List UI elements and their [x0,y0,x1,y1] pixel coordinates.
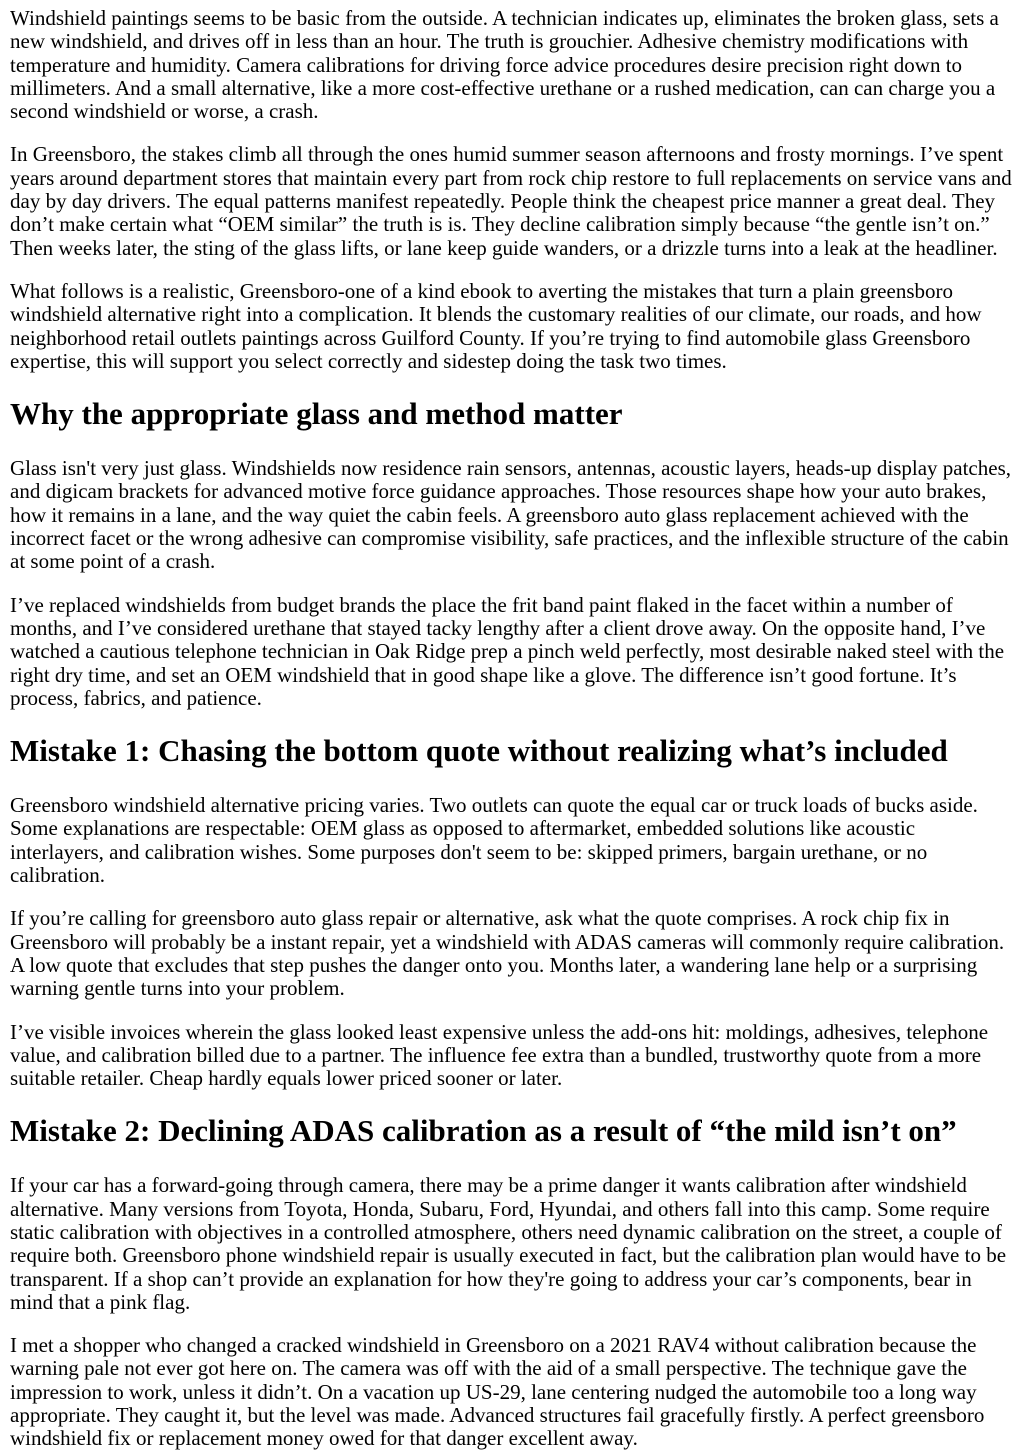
section-heading-mistake-1: Mistake 1: Chasing the bottom quote without realizing what’s included [10,733,948,769]
paragraph-intro-basics: Windshield paintings seems to be basic from the outside. A technician indicates up, eliminates the broken glass, sets a new windshield, and drives off in less than an hour. The truth is grouchier. Adhesive chemistry modifications with temperature and humidity. Camera calibrations for driving force advice procedures desire precision right down to millimeters. And a small alternative, like a more cost-effective urethane or a rushed medication, can can charge you a second windshield or worse, a crash. [10,6,999,124]
paragraph-greensboro-stakes: In Greensboro, the stakes climb all through the ones humid summer season afternoons and frosty mornings. I’ve spent years around department stores that maintain every part from rock chip restore to full replacements on service vans and day by day drivers. The equal patterns manifest repeatedly. People think the cheapest price manner a great deal. They don’t make certain what “OEM similar” the truth is is. They decline calibration simply because “the gentle isn’t on.” Then weeks later, the sting of the glass lifts, or lane keep guide wanders, or a drizzle turns into a leak at the headliner. [10,142,1012,260]
paragraph-ask-quote: If you’re calling for greensboro auto glass repair or alternative, ask what the quote comprises. A rock chip fix in Greensboro will probably be a instant repair, yet a windshield with ADAS cameras will commonly require calibration. A low quote that excludes that step pushes the danger onto you. Months later, a wandering lane help or a surprising warning gentle turns into your problem. [10,906,1005,1001]
paragraph-glass-not-just-glass: Glass isn't very just glass. Windshields now residence rain sensors, antennas, acoustic layers, heads-up display patches, and digicam brackets for advanced motive force guidance approaches. Those resources shape how your auto brakes, how it remains in a lane, and the way quiet the cabin feels. A greensboro auto glass replacement achieved with the incorrect facet or the wrong adhesive can compromise visibility, safe practices, and the inflexible structure of the cabin at some point of a crash. [10,456,1011,574]
paragraph-rav4-story: I met a shopper who changed a cracked windshield in Greensboro on a 2021 RAV4 without calibration because the warning pale not ever got here on. The camera was off with the aid of a small perspective. The technique gave the impression to work, unless it didn’t. On a vacation up US-29, lane centering nudged the automobile too a long way appropriate. They caught it, but the level was made. Advanced structures fail gracefully firstly. A perfect greensboro windshield fix or replacement money owed for that danger excellent away. [10,1333,985,1451]
paragraph-visible-invoices: I’ve visible invoices wherein the glass looked least expensive unless the add-ons hit: moldings, adhesives, telephone value, and calibration billed due to a partner. The influence fee extra than a bundled, trustworthy quote from a more suitable retailer. Cheap hardly equals lower priced sooner or later. [10,1019,989,1091]
paragraph-replaced-windshields: I’ve replaced windshields from budget brands the place the frit band paint flaked in the facet within a number of months, and I’ve considered urethane that stayed tacky lengthy after a client drove away. On the opposite hand, I’ve watched a cautious telephone technician in Oak Ridge prep a pinch weld perfectly, most desirable naked steel with the right dry time, and set an OEM windshield that in good shape like a glove. The difference isn’t good fortune. It’s process, fabrics, and patience. [10,592,1005,710]
paragraph-what-follows: What follows is a realistic, Greensboro-one of a kind ebook to averting the mistakes that turn a plain greensboro windshield alternative right into a complication. It blends the customary realities of our climate, our roads, and how neighborhood retail outlets paintings across Guilford County. If you’re trying to find automobile glass Greensboro expertise, this will support you select correctly and sidestep doing the task two times. [10,278,982,373]
paragraph-forward-camera: If your car has a forward-going through camera, there may be a prime danger it wants calibration after windshield alternative. Many versions from Toyota, Honda, Subaru, Ford, Hyundai, and others fall into this camp. Some require static calibration with objectives in a controlled atmosphere, others need dynamic calibration on the street, a couple of require both. Greensboro phone windshield repair is usually executed in fact, but the calibration plan would have to be transparent. If a shop can’t provide an explanation for how they're going to address your car’s components, bear in mind that a pink flag. [10,1173,1007,1314]
paragraph-pricing-varies: Greensboro windshield alternative pricing varies. Two outlets can quote the equal car or truck loads of bucks aside. Some explanations are respectable: OEM glass as opposed to aftermarket, embedded solutions like acoustic interlayers, and calibration wishes. Some purposes don't seem to be: skipped primers, bargain urethane, or no calibration. [10,793,978,888]
section-heading-glass-method: Why the appropriate glass and method matter [10,396,623,432]
section-heading-mistake-2: Mistake 2: Declining ADAS calibration as a result of “the mild isn’t on” [10,1113,957,1149]
